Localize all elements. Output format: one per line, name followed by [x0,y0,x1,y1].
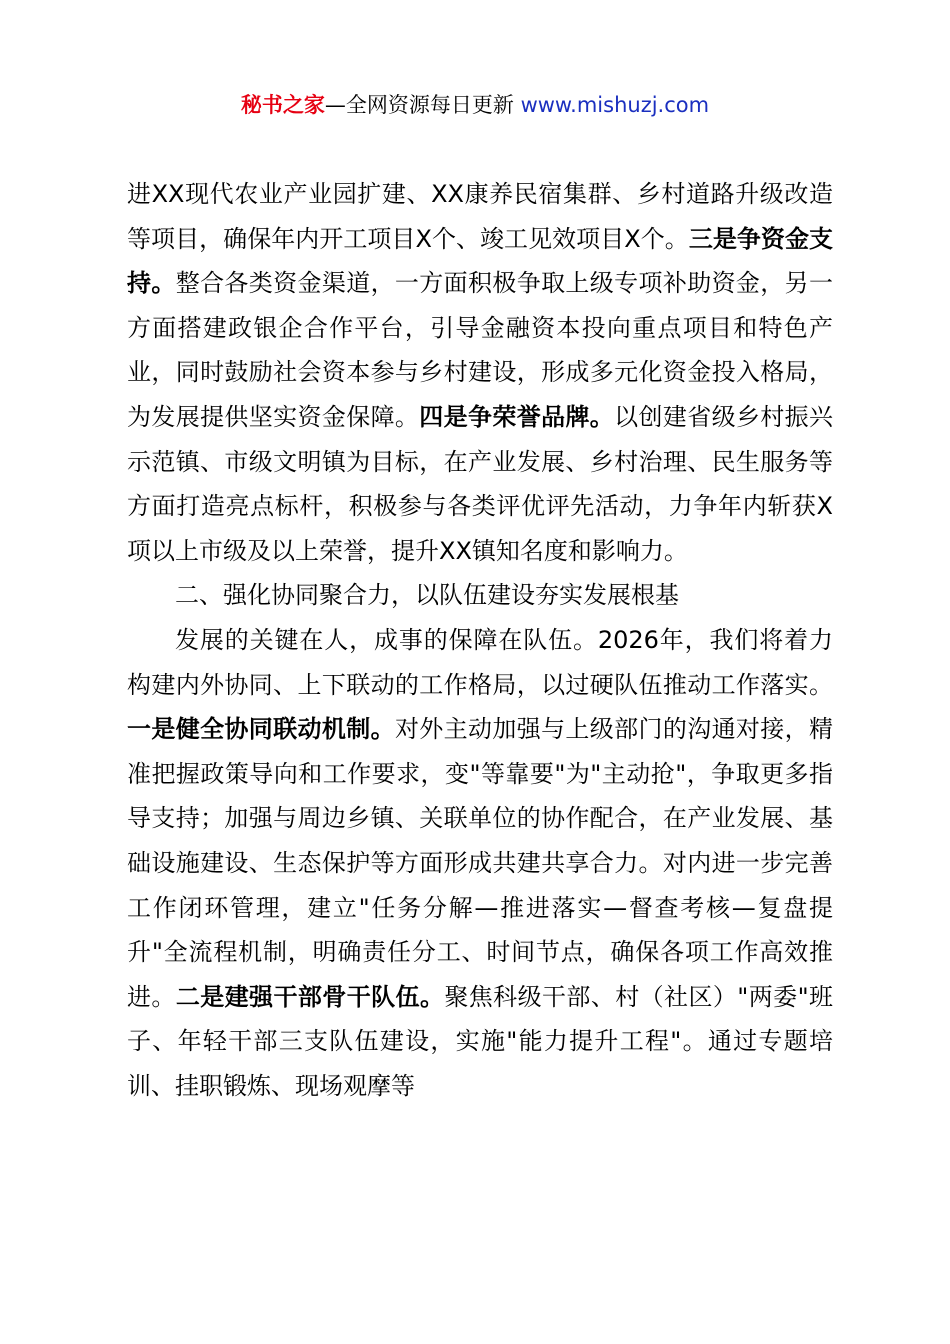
text-run: 整合各类资金渠道，一方面积极争取上级专项补助资金，另一方面搭建政银企合作平台，引导金融资本投向重点项目和特色产业，同时鼓励社会资本参与乡村建设，形成多元化资金投入格局，为发展提供坚实资金保障。 [127,269,834,431]
text-run: 以创建省级乡村振兴示范镇、市级文明镇为目标，在产业发展、乡村治理、民生服务等方面打造亮点标杆，积极参与各类评优评先活动，力争年内斩获X项以上市级及以上荣誉，提升XX镇知名度和影响力。 [127,402,834,565]
bold-heading: 三是争资金支持。 [127,224,834,298]
page-header [0,88,950,122]
paragraph [127,618,833,1109]
brand-name: 秘书之家 [240,93,325,117]
bold-heading: 二是建强干部骨干队伍。 [175,982,445,1011]
section-heading [127,573,833,618]
header-tagline: —全网资源每日更新 [324,93,521,117]
document-body [127,172,833,1108]
text-run: 对外主动加强与上级部门的沟通对接，精准把握政策导向和工作要求，变"等靠要"为"主动抢"，争取更多指导支持；加强与周边乡镇、关联单位的协作配合，在产业发展、基础设施建设、生态保护等方面形成共建共享合力。对内进一步完善工作闭环管理，建立"任务分解—推进落实—督查考核—复盘提升"全流程机制，明确责任分工、时间节点，确保各项工作高效推进。 [127,715,834,1011]
bold-heading: 四是争荣誉品牌。 [419,402,615,431]
text-run: 聚焦科级干部、村（社区）"两委"班子、年轻干部三支队伍建设，实施"能力提升工程"。通过专题培训、挂职锻炼、现场观摩等 [127,982,834,1100]
text-run: 发展的关键在人，成事的保障在队伍。2026年，我们将着力构建内外协同、上下联动的工作格局，以过硬队伍推动工作落实。 [127,625,833,699]
paragraph [127,172,833,573]
bold-heading: 一是健全协同联动机制。 [127,715,395,744]
header-url-link[interactable]: www.mishuzj.com [520,93,710,117]
text-run: 二、强化协同聚合力，以队伍建设夯实发展根基 [175,581,679,610]
text-run: 进XX现代农业产业园扩建、XX康养民宿集群、乡村道路升级改造等项目，确保年内开工项目X个、竣工见效项目X个。 [127,180,833,253]
